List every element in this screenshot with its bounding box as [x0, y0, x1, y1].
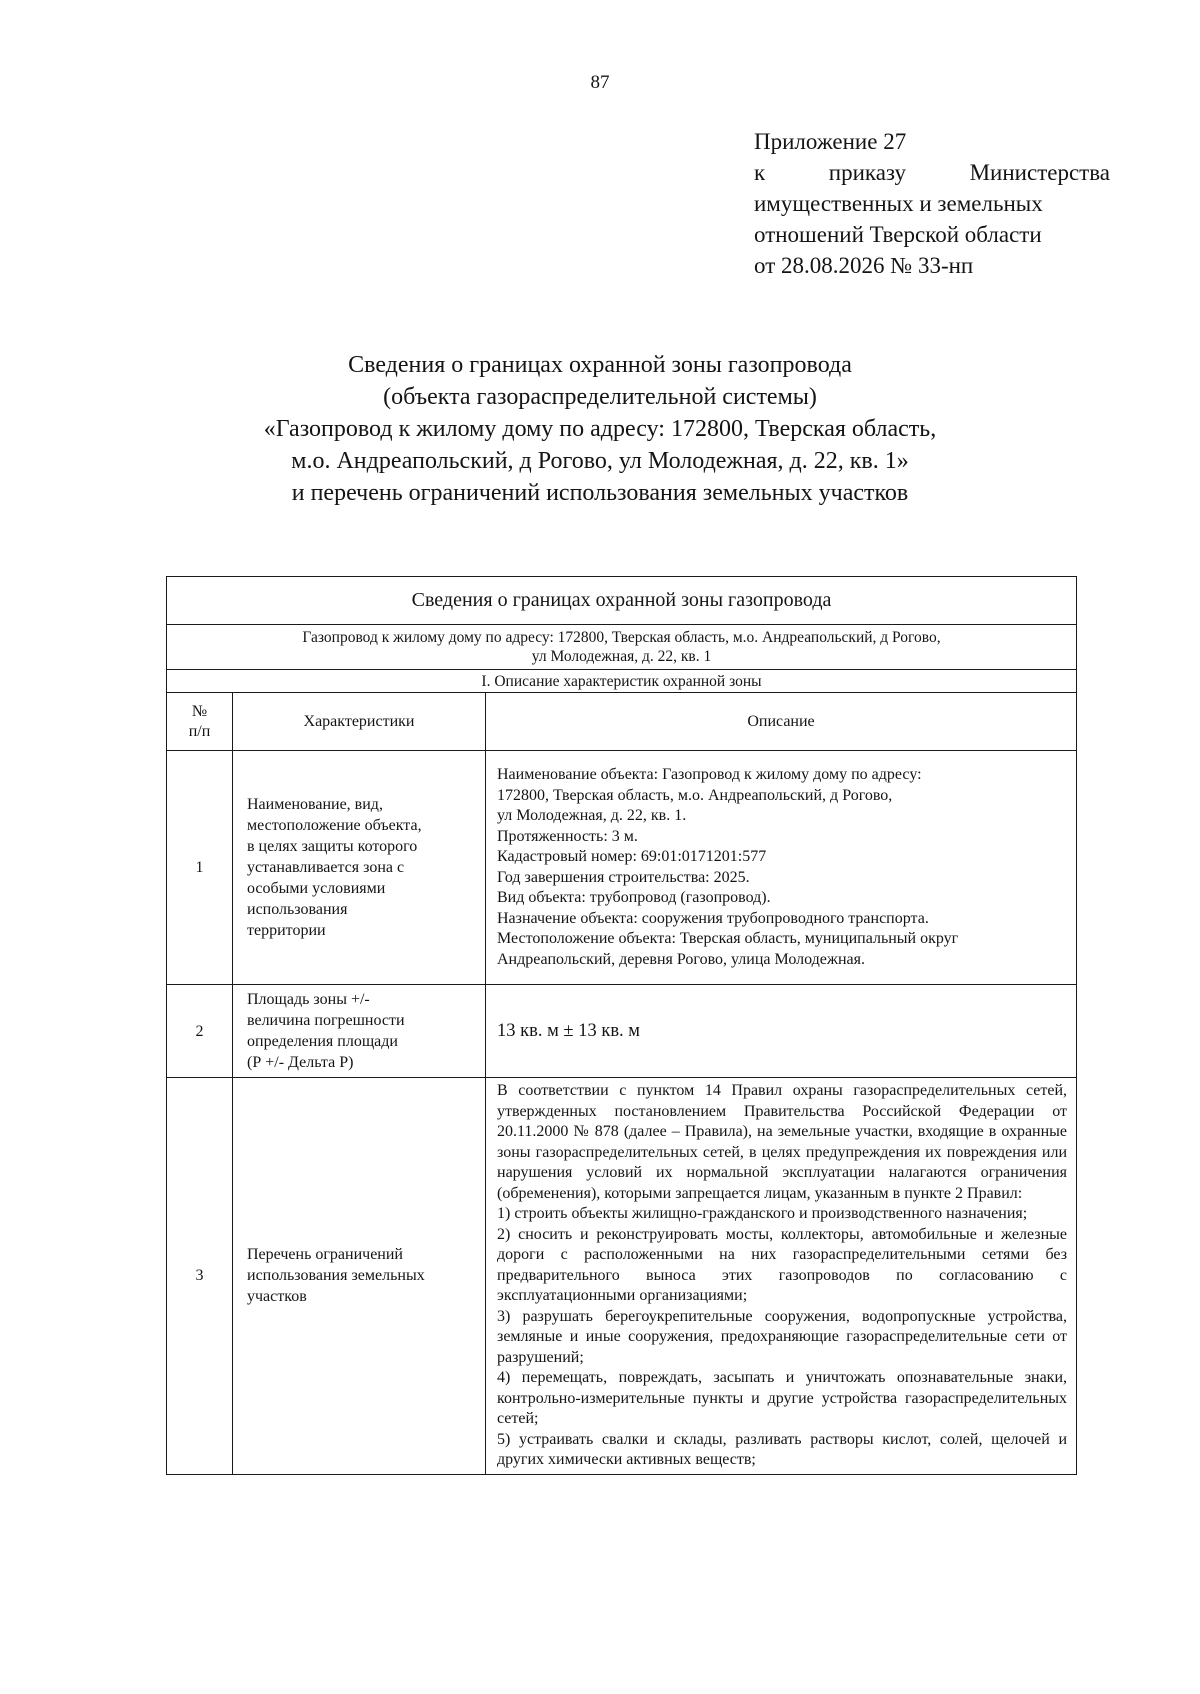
table-row [167, 985, 1077, 1078]
table-header: Сведения о границах охранной зоны газопровода [167, 577, 1077, 625]
restrictions-list [486, 1078, 1077, 1475]
column-number-label: п/п [188, 722, 211, 740]
title-line-3: «Газопровод к жилому дому по адресу: 172800, Тверская область, [263, 416, 937, 442]
zone-area-value: 13 кв. м ± 13 кв. м [486, 985, 1077, 1078]
section-title: I. Описание характеристик охранной зоны [167, 670, 1077, 693]
restriction-item: 2) сносить и реконструировать мосты, коллекторы, автомобильные и железные дороги с расположенными на них газораспределительными сетями без предварительного выноса этих газопроводов по согласованию с эксплуатационными организациями; [497, 1225, 1068, 1304]
desc-line: 172800, Тверская область, м.о. Андреапольский, д Рогово, [497, 786, 893, 804]
char-line: устанавливается зона с [247, 859, 405, 876]
row-characteristic [233, 985, 486, 1078]
title-line-2: (объекта газораспределительной системы) [383, 384, 817, 410]
table-row [167, 751, 1077, 985]
desc-line: ул Молодежная, д. 22, кв. 1. [497, 807, 687, 824]
row-number: 2 [167, 985, 233, 1078]
title-line-4: м.о. Андреапольский, д Рогово, ул Молодежная, д. 22, кв. 1» [291, 448, 909, 474]
row-characteristic [233, 751, 486, 985]
desc-line: Протяженность: 3 м. [497, 827, 638, 845]
char-line: местоположение объекта, [247, 817, 422, 834]
object-line-1: Газопровод к жилому дому по адресу: 172800, Тверская область, м.о. Андреапольский, д Рогово, [302, 629, 941, 646]
table-object-name [167, 625, 1077, 670]
zone-info-table [166, 576, 1077, 1475]
restriction-item: 1) строить объекты жилищно-гражданского и производственного назначения; [497, 1205, 1028, 1222]
char-line: (Р +/- Дельта Р) [247, 1054, 354, 1071]
desc-line: Андреапольский, деревня Рогово, улица Молодежная. [497, 950, 865, 968]
char-line: использования [247, 901, 348, 918]
desc-line: Местоположение объекта: Тверская область, муниципальный округ [497, 930, 959, 947]
char-line: в целях защиты которого [247, 838, 418, 855]
restriction-item: 5) устраивать свалки и склады, разливать растворы кислот, солей, щелочей и других химически активных веществ; [497, 1430, 1068, 1468]
char-line: величина погрешности [247, 1012, 405, 1029]
row-description [486, 751, 1077, 985]
char-line: определения площади [247, 1033, 398, 1050]
appendix-word: к [754, 160, 766, 185]
desc-line: Наименование объекта: Газопровод к жилому дому по адресу: [497, 766, 922, 783]
row-number: 3 [167, 1078, 233, 1475]
char-line: использования земельных [247, 1267, 425, 1285]
table-row [167, 1078, 1077, 1475]
appendix-word: приказу [828, 160, 907, 185]
document-title [0, 349, 1200, 509]
column-header-characteristics: Характеристики [233, 693, 486, 751]
desc-line: Вид объекта: трубопровод (газопровод). [497, 889, 771, 906]
restriction-item: 3) разрушать берегоукрепительные сооружения, водопропускные устройства, земляные и иные сооружения, предохраняющие газораспределительные сети от разрушений; [497, 1307, 1068, 1366]
column-number-sign: № [191, 702, 208, 720]
restriction-item: 4) перемещать, повреждать, засыпать и уничтожать опознавательные знаки, контрольно-измерительные пункты и другие устройства газораспределительных сетей; [497, 1369, 1068, 1427]
object-line-2: ул Молодежная, д. 22, кв. 1 [531, 648, 712, 665]
appendix-line-3: имущественных и земельных [754, 191, 1043, 216]
appendix-word: Министерства [969, 160, 1110, 185]
page-number: 87 [590, 72, 610, 93]
title-line-5: и перечень ограничений использования земельных участков [291, 480, 909, 506]
char-line: особыми условиями [247, 880, 386, 897]
row-number: 1 [167, 751, 233, 985]
appendix-block [754, 126, 1110, 281]
title-line-1: Сведения о границах охранной зоны газопровода [348, 352, 852, 378]
desc-line: Назначение объекта: сооружения трубопроводного транспорта. [497, 909, 929, 927]
restriction-intro: В соответствии с пунктом 14 Правил охраны газораспределительных сетей, утвержденных постановлением Правительства Российской Федерации от 20.11.2000 № 878 (далее – Правила), на земельные участки, входящие в охранные зоны газораспределительных сетей, в целях предупреждения их повреждения или нарушения условий их нормальной эксплуатации налагаются ограничения (обременения), которыми запрещается лицам, указанным в пункте 2 Правил: [497, 1082, 1068, 1202]
row-characteristic [233, 1078, 486, 1475]
char-line: Площадь зоны +/- [247, 991, 370, 1008]
appendix-line-2 [754, 157, 1110, 188]
column-header-description: Описание [486, 693, 1077, 751]
char-line: участков [247, 1288, 307, 1306]
appendix-line-1: Приложение 27 [754, 129, 907, 154]
desc-line: Кадастровый номер: 69:01:0171201:577 [497, 848, 767, 865]
char-line: Перечень ограничений [247, 1246, 403, 1264]
char-line: Наименование, вид, [247, 796, 383, 813]
appendix-line-5: от 28.08.2026 № 33-нп [754, 253, 974, 278]
char-line: территории [247, 922, 326, 939]
desc-line: Год завершения строительства: 2025. [497, 868, 750, 886]
appendix-line-4: отношений Тверской области [754, 222, 1042, 247]
column-header-number [167, 693, 233, 751]
